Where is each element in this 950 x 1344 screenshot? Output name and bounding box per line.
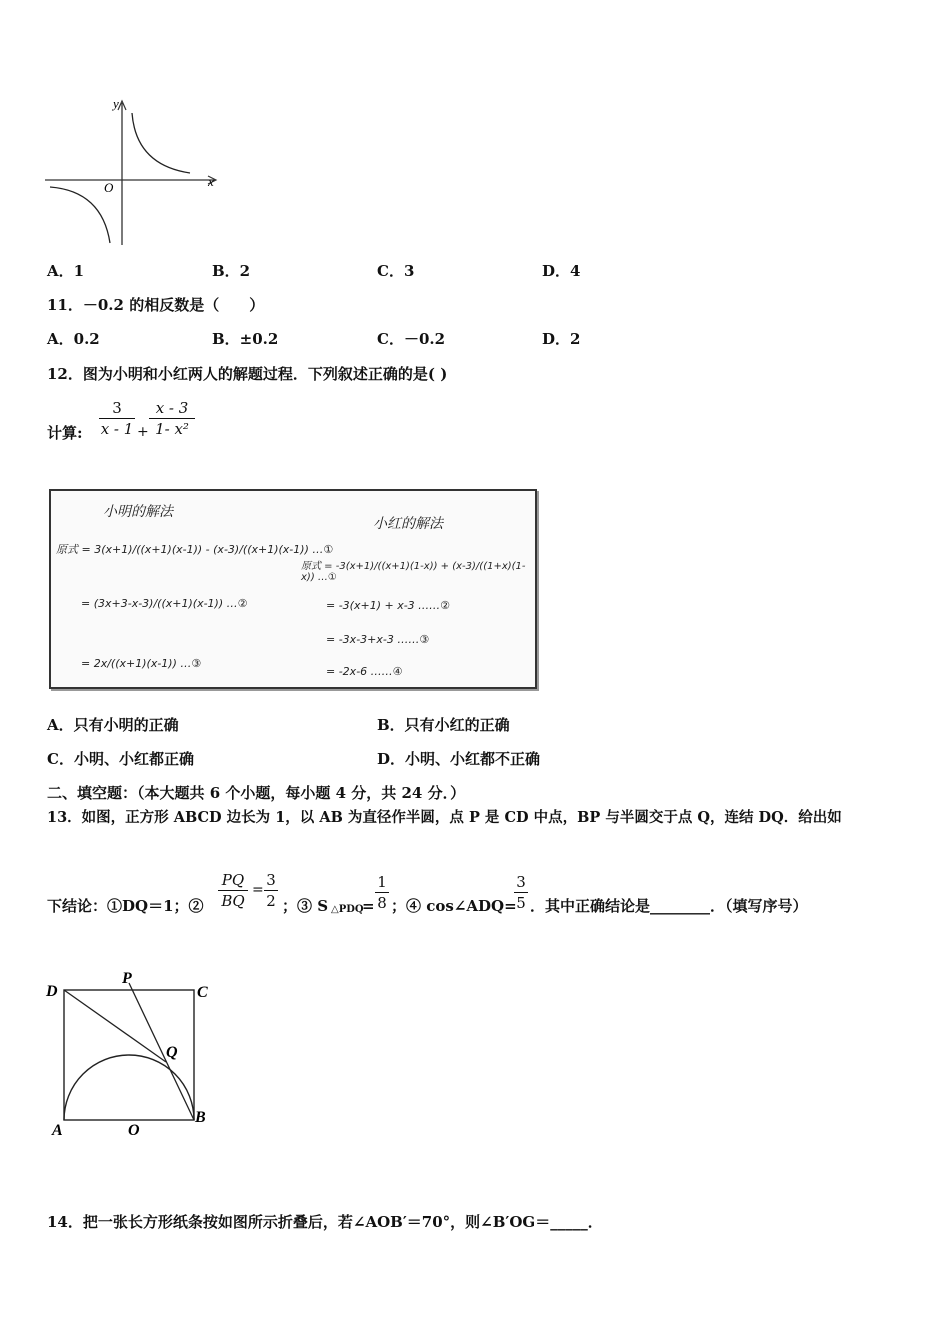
q10-option-d: D．4 bbox=[542, 262, 581, 280]
q12-option-a: A．只有小明的正确 bbox=[47, 716, 179, 734]
q13-suffix: ．其中正确结论是________．（填写序号） bbox=[530, 897, 808, 915]
q13-frac-1-8 bbox=[375, 873, 389, 912]
q13-frac32-den: 2 bbox=[266, 892, 276, 910]
ming-line-2: = (3x+3-x-3)/((x+1)(x-1)) …② bbox=[81, 597, 248, 610]
q11-option-d: D．2 bbox=[542, 330, 581, 348]
hong-line-3: = -3x-3+x-3 ……③ bbox=[326, 633, 430, 646]
q12-plus: + bbox=[137, 424, 149, 440]
q12-calc-label: 计算: bbox=[47, 424, 83, 442]
q11-option-c: C．－0.2 bbox=[377, 330, 446, 348]
q10-option-b: B．2 bbox=[212, 262, 251, 280]
q12-option-c: C．小明、小红都正确 bbox=[47, 750, 194, 768]
solution-image bbox=[49, 489, 537, 689]
hong-line-1: 原式 = -3(x+1)/((x+1)(1-x)) + (x-3)/((1+x)(1-x)) …① bbox=[301, 561, 526, 583]
label-O: O bbox=[128, 1122, 140, 1139]
square-semicircle-figure bbox=[40, 965, 230, 1145]
q12-option-d: D．小明、小红都不正确 bbox=[377, 750, 541, 768]
q12-fraction-1 bbox=[99, 399, 135, 438]
hong-line-4: = -2x-6 ……④ bbox=[326, 665, 403, 678]
label-A: A bbox=[52, 1122, 63, 1139]
q12-frac1-num: 3 bbox=[112, 399, 122, 417]
q13-part3: ；③ S bbox=[282, 897, 329, 915]
q12-option-b: B．只有小红的正确 bbox=[377, 716, 510, 734]
origin-label: O bbox=[104, 180, 114, 195]
q12-frac2-den: 1- x² bbox=[155, 420, 189, 438]
q10-option-a: A．1 bbox=[47, 262, 85, 280]
hong-title: 小红的解法 bbox=[373, 516, 443, 532]
q13-frac18-den: 8 bbox=[377, 894, 387, 912]
ming-line-1: 原式 = 3(x+1)/((x+1)(x-1)) - (x-3)/((x+1)(x-1)) …① bbox=[56, 543, 334, 556]
q13-stem: 13．如图，正方形 ABCD 边长为 1，以 AB 为直径作半圆，点 P 是 CD 中点，BP 与半圆交于点 Q，连结 DQ．给出如 bbox=[47, 809, 842, 826]
q13-frac35-num: 3 bbox=[516, 873, 526, 891]
q13-frac-pq-num: PQ bbox=[221, 871, 245, 889]
q10-option-c: C．3 bbox=[377, 262, 415, 280]
q11-option-b: B．±0.2 bbox=[212, 330, 279, 348]
label-P: P bbox=[122, 970, 132, 987]
label-B: B bbox=[195, 1109, 206, 1126]
q11-option-a: A．0.2 bbox=[47, 330, 100, 348]
q13-part4: ；④ cos∠ADQ= bbox=[391, 897, 517, 915]
q13-frac35-den: 5 bbox=[516, 894, 526, 912]
ming-line-3: = 2x/((x+1)(x-1)) …③ bbox=[81, 657, 202, 670]
q12-fraction-2 bbox=[149, 399, 195, 438]
q13-frac18-num: 1 bbox=[377, 873, 387, 891]
q12-stem: 12．图为小明和小红两人的解题过程．下列叙述正确的是( ) bbox=[47, 365, 448, 383]
inverse-function-graph bbox=[40, 95, 230, 255]
q12-frac2-num: x - 3 bbox=[155, 399, 189, 417]
section2-heading: 二、填空题：（本大题共 6 个小题，每小题 4 分，共 24 分．） bbox=[47, 784, 466, 802]
y-axis-label: y bbox=[113, 96, 119, 111]
q13-frac-pq-den: BQ bbox=[221, 892, 245, 910]
ming-title: 小明的解法 bbox=[103, 504, 173, 520]
q13-eq-1: = bbox=[252, 882, 264, 898]
q12-frac1-den: x - 1 bbox=[100, 420, 134, 438]
x-axis-label: x bbox=[208, 174, 214, 189]
label-Q: Q bbox=[166, 1044, 178, 1061]
q13-frac-pq-bq bbox=[218, 871, 248, 910]
q13-frac-3-2 bbox=[264, 871, 278, 910]
q13-conclusion-prefix: 下结论：①DQ＝1；② bbox=[47, 897, 204, 915]
q14-stem: 14．把一张长方形纸条按如图所示折叠后，若∠AOB′＝70°，则∠B′OG＝_____． bbox=[47, 1213, 603, 1231]
hong-line-2: = -3(x+1) + x-3 ……② bbox=[326, 599, 451, 612]
q13-eq-2: = bbox=[362, 897, 375, 915]
q13-pdq-sub: △PDQ bbox=[331, 904, 364, 915]
label-C: C bbox=[197, 984, 208, 1001]
q13-frac32-num: 3 bbox=[266, 871, 276, 889]
q11-stem: 11．－0.2 的相反数是（ ） bbox=[47, 296, 265, 314]
label-D: D bbox=[46, 983, 58, 1000]
q13-frac-3-5 bbox=[514, 873, 528, 912]
